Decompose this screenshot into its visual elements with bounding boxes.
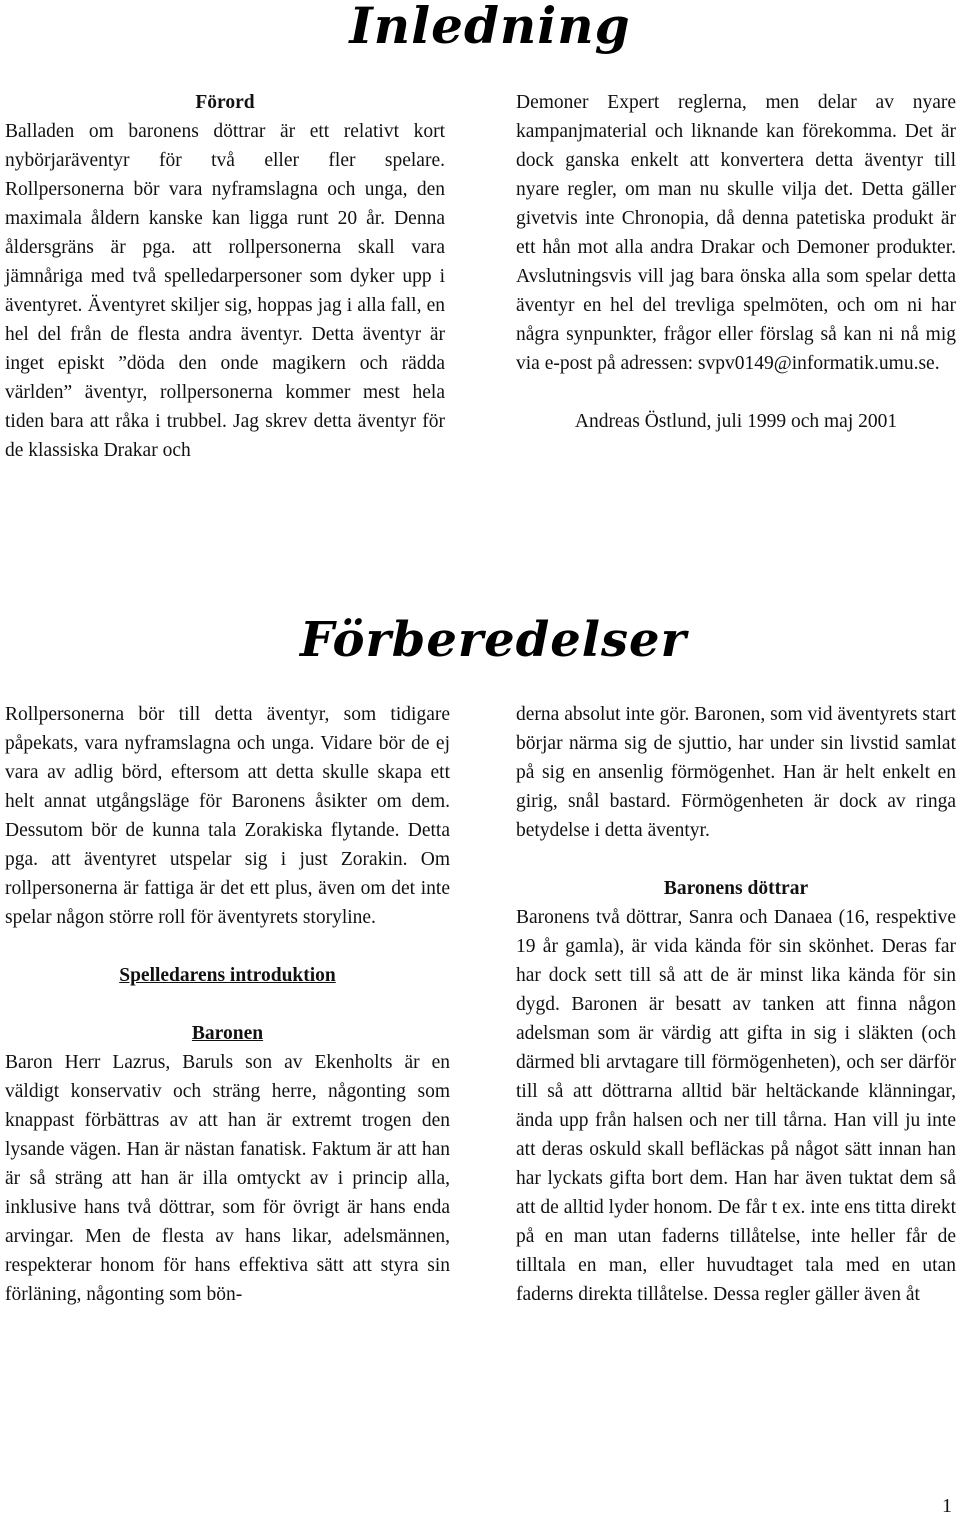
foreword-right-column <box>516 88 956 436</box>
preparations-right-column <box>516 700 956 1309</box>
daughters-heading: Baronens döttrar <box>663 878 809 899</box>
foreword-heading: Förord <box>195 92 255 113</box>
baron-paragraph: Baron Herr Lazrus, Baruls son av Ekenholts är en väldigt konservativ och sträng herre, någonting som knappast förbättras av att han är extremt trogen den lysande vägen. Han är nästan fanatisk. Faktum är att han är så sträng att han är illa omtyckt av i princip alla, inklusive hans två döttrar, som för övrigt är hans enda arvingar. Men de flesta av hans likar, adelsmännen, respekterar honom för hans effektiva sätt att styra sin förläning, någonting som bön- <box>5 1052 450 1305</box>
section-title-forberedelser: Förberedelser <box>300 612 687 668</box>
spacer <box>516 845 956 874</box>
author-signature: Andreas Östlund, juli 1999 och maj 2001 <box>574 411 898 432</box>
spacer <box>5 990 450 1019</box>
foreword-paragraph-left: Balladen om baronens döttrar är ett relativt kort nybörjaräventyr för två eller fler spelare. Rollpersonerna bör vara nyframslagna och unga, den maximala åldern kanske kan ligga runt 20 år. Denna åldersgräns är pga. att rollpersonerna skall vara jämnåriga med två spelledarpersoner som dyker upp i äventyret. Äventyret skiljer sig, hoppas jag i alla fall, en hel del från de flesta andra äventyr. Detta äventyr är inget episkt ”döda den onde magikern och rädda världen” äventyr, rollpersonerna kommer mest hela tiden bara att råka i trubbel. Jag skrev detta äventyr för de klassiska Drakar och <box>5 121 445 461</box>
spacer <box>5 932 450 961</box>
baron-heading: Baronen <box>191 1023 264 1044</box>
section-title-inledning: Inledning <box>349 0 631 55</box>
baron-paragraph-continued: derna absolut inte gör. Baronen, som vid äventyrets start börjar närma sig de sjuttio, har under sin livstid samlat på sig en ansenlig förmögenhet. Han är helt enkelt en girig, snål bastard. Förmögenheten är dock av ringa betydelse i detta äventyr. <box>516 704 956 841</box>
foreword-paragraph-right: Demoner Expert reglerna, men delar av nyare kampanjmaterial och liknande kan förekomma. Det är dock ganska enkelt att konvertera detta äventyr till nyare regler, om man nu skulle vilja det. Detta gäller givetvis inte Chronopia, då denna patetiska produkt är ett hån mot alla andra Drakar och Demoner produkter. Avslutningsvis vill jag bara önska alla som spelar detta äventyr en hel del trevliga spelmöten, och om ni har några synpunkter, frågor eller förslag så kan ni nå mig via e-post på adressen: svpv0149@informatik.umu.se. <box>516 92 956 374</box>
daughters-paragraph: Baronens två döttrar, Sanra och Danaea (16, respektive 19 år gamla), är vida kända för sin skönhet. Deras far har dock sett till så att de är minst lika kända för sin dygd. Baronen är besatt av tanken att finna någon adelsman som är värdig att gifta in sig i släkten (och därmed bli arvtagare till förmögenheten), och ser därför till så att döttrarna alltid bär heltäckande klänningar, ända upp från halsen och ner till tårna. Han vill ju inte att deras oskuld skall befläckas på något sätt innan han har lyckats gifta bort dem. Han har även tuktat dem så att de alltid lyder honom. De får t ex. inte ens titta direkt på en man utan faderns tillåtelse, inte heller får de tilltala en man, eller huvudtaget tala med en utan faderns direkta tillåtelse. Dessa regler gäller även åt <box>516 907 956 1305</box>
preparations-intro-paragraph: Rollpersonerna bör till detta äventyr, som tidigare påpekats, vara nyframslagna och unga. Vidare bör de ej vara av adlig börd, eftersom att detta skulle skapa ett helt annat utgångsläge för Baronens åsikter om dem. Dessutom bör de kunna tala Zorakiska flytande. Detta pga. att äventyret utspelar sig i just Zorakin. Om rollpersonerna är fattiga är det ett plus, även om det inte spelar någon större roll för äventyrets storyline. <box>5 704 450 928</box>
gm-introduction-heading: Spelledarens introduktion <box>119 965 336 986</box>
foreword-left-column <box>5 88 445 465</box>
page-number: 1 <box>942 1495 952 1517</box>
preparations-left-column <box>5 700 450 1309</box>
